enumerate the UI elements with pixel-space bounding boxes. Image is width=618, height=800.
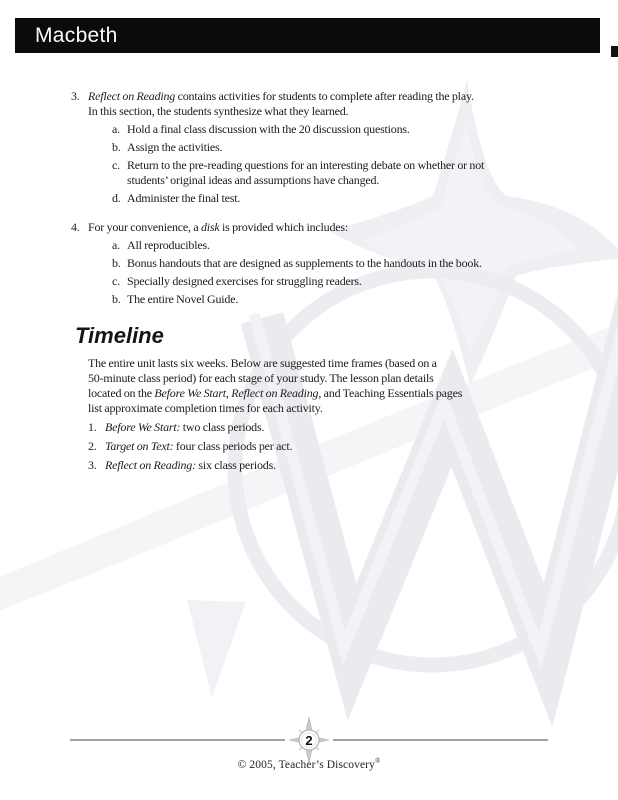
subitem-line: Bonus handouts that are designed as supplements to the handouts in the book. bbox=[127, 256, 482, 270]
chapter-title: Macbeth bbox=[35, 23, 118, 47]
timeline-line3-italic1: Before We Start bbox=[154, 386, 226, 400]
list-subitem bbox=[112, 140, 576, 155]
timeline-line3-italic2: Reflect on Reading bbox=[231, 386, 319, 400]
subitem-text bbox=[127, 238, 576, 253]
timeline-item-rest: two class periods. bbox=[180, 420, 265, 434]
subitem-text bbox=[127, 292, 576, 307]
timeline-para-line: list approximate completion times for each activity. bbox=[88, 401, 323, 415]
list-number: 2. bbox=[88, 439, 97, 453]
item4-subitems bbox=[112, 238, 576, 307]
list-subitem bbox=[112, 292, 576, 307]
copyright-line bbox=[0, 757, 618, 771]
timeline-item-text bbox=[105, 420, 264, 435]
list-item-3-body bbox=[88, 89, 576, 206]
item3-subitems bbox=[112, 122, 576, 206]
subitem-text bbox=[127, 191, 576, 206]
subitem-letter: b. bbox=[112, 140, 121, 154]
list-number: 3. bbox=[71, 89, 80, 103]
timeline-item bbox=[88, 439, 576, 454]
list-subitem bbox=[112, 238, 576, 253]
subitem-line: Hold a final class discussion with the 20 discussion questions. bbox=[127, 122, 410, 136]
list-subitem bbox=[112, 158, 576, 188]
list-item-4 bbox=[71, 220, 576, 307]
timeline-line3-post: , and Teaching Essentials pages bbox=[318, 386, 463, 400]
subitem-letter: d. bbox=[112, 191, 121, 205]
timeline-item-rest: six class periods. bbox=[195, 458, 276, 472]
subitem-letter: b. bbox=[112, 292, 121, 306]
item4-intro-pre: For your convenience, a bbox=[88, 220, 201, 234]
subitem-line: Assign the activities. bbox=[127, 140, 223, 154]
timeline-item-italic: Target on Text: bbox=[105, 439, 174, 453]
item4-intro bbox=[88, 220, 576, 235]
section-heading-timeline: Timeline bbox=[75, 323, 164, 348]
timeline-item-italic: Reflect on Reading: bbox=[105, 458, 196, 472]
copyright-text: © 2005, Teacher’s Discovery bbox=[237, 758, 375, 771]
timeline-item-text bbox=[105, 439, 292, 454]
subitem-line: The entire Novel Guide. bbox=[127, 292, 239, 306]
timeline-line3-pre: located on the bbox=[88, 386, 155, 400]
item4-intro-italic: disk bbox=[200, 220, 220, 234]
list-item-3 bbox=[71, 89, 576, 206]
chapter-title-bar bbox=[15, 18, 600, 53]
subitem-text bbox=[127, 158, 576, 188]
subitem-line: Return to the pre-reading questions for an interesting debate on whether or not bbox=[127, 158, 485, 172]
list-item-4-body bbox=[88, 220, 576, 307]
item3-intro-italic: Reflect on Reading bbox=[88, 89, 176, 103]
list-number: 1. bbox=[88, 420, 97, 434]
timeline-para-line bbox=[88, 386, 576, 401]
subitem-line: Administer the final test. bbox=[127, 191, 241, 205]
watermark-tail bbox=[187, 600, 246, 697]
page-content bbox=[71, 89, 576, 473]
subitem-letter: b. bbox=[112, 256, 121, 270]
timeline-para-line: 50-minute class period) for each stage of your study. The lesson plan details bbox=[88, 371, 434, 385]
timeline-item-text bbox=[105, 458, 276, 473]
subitem-line: students’ original ideas and assumptions have changed. bbox=[127, 173, 380, 187]
timeline-paragraph bbox=[88, 356, 576, 416]
footer-rule-right bbox=[333, 739, 548, 741]
timeline-line3-mid: , bbox=[225, 386, 232, 400]
registered-mark: ® bbox=[374, 757, 381, 765]
subitem-line: All reproducibles. bbox=[127, 238, 210, 252]
timeline-item bbox=[88, 420, 576, 435]
print-artifact bbox=[611, 46, 618, 57]
list-subitem bbox=[112, 122, 576, 137]
timeline-item-italic: Before We Start: bbox=[105, 420, 181, 434]
timeline-item bbox=[88, 458, 576, 473]
timeline-item-rest: four class periods per act. bbox=[173, 439, 293, 453]
subitem-letter: a. bbox=[112, 238, 120, 252]
item4-intro-post: is provided which includes: bbox=[219, 220, 349, 234]
timeline-para-line: The entire unit lasts six weeks. Below are suggested time frames (based on a bbox=[88, 356, 437, 370]
timeline-list bbox=[88, 420, 576, 473]
list-subitem bbox=[112, 191, 576, 206]
item3-intro-line1 bbox=[88, 89, 576, 104]
subitem-letter: a. bbox=[112, 122, 120, 136]
subitem-letter: c. bbox=[112, 158, 120, 172]
item3-intro-line2: In this section, the students synthesize what they learned. bbox=[88, 104, 349, 118]
list-number: 3. bbox=[88, 458, 97, 472]
subitem-text bbox=[127, 140, 576, 155]
footer-rule-left bbox=[70, 739, 285, 741]
subitem-letter: c. bbox=[112, 274, 120, 288]
subitem-line: Specially designed exercises for struggling readers. bbox=[127, 274, 362, 288]
list-subitem bbox=[112, 274, 576, 289]
list-subitem bbox=[112, 256, 576, 271]
item3-intro-rest: contains activities for students to complete after reading the play. bbox=[175, 89, 474, 103]
subitem-text bbox=[127, 274, 576, 289]
subitem-text bbox=[127, 122, 576, 137]
subitem-text bbox=[127, 256, 576, 271]
list-number: 4. bbox=[71, 220, 80, 234]
page-number: 2 bbox=[305, 732, 313, 748]
